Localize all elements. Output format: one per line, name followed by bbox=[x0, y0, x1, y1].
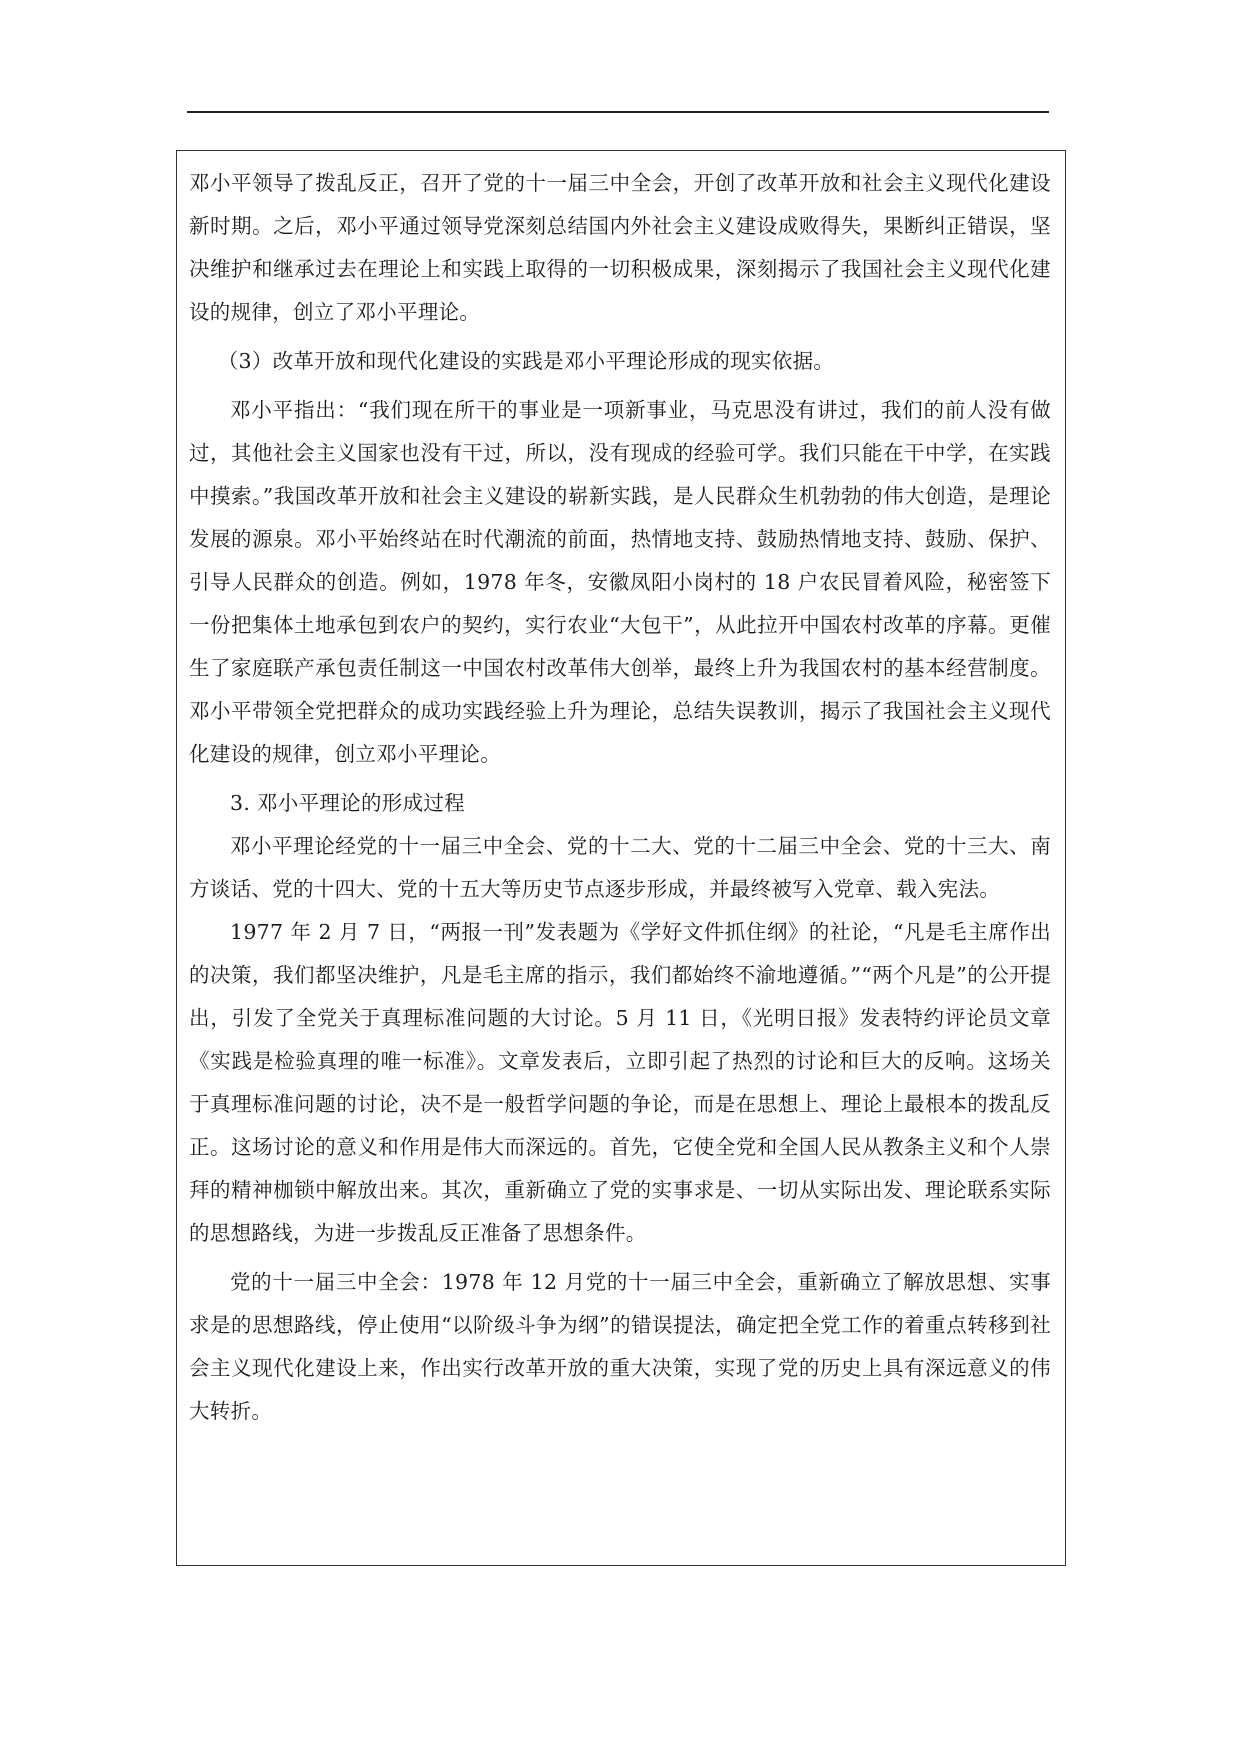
section-heading-formation-process: 3. 邓小平理论的形成过程 bbox=[230, 791, 465, 815]
paragraph-historical-milestones: 邓小平理论经党的十一届三中全会、党的十二大、党的十二届三中全会、党的十三大、南方谈话、党的十四大、党的十五大等历史节点逐步形成，并最终被写入党章、载入宪法。 bbox=[189, 834, 1051, 901]
content-table-cell bbox=[176, 150, 1066, 1566]
header-rule bbox=[187, 111, 1049, 113]
paragraph-deng-quote: 邓小平指出：“我们现在所干的事业是一项新事业，马克思没有讲过，我们的前人没有做过，其他社会主义国家也没有干过，所以，没有现成的经验可学。我们只能在干中学，在实践中摸索。”我国改革开放和社会主义建设的崭新实践，是人民群众生机勃勃的伟大创造，是理论发展的源泉。邓小平始终站在时代潮流的前面，热情地支持、鼓励热情地支持、鼓励、保护、引导人民群众的创造。例如，1978 年冬，安徽凤阳小岗村的 18 户农民冒着风险，秘密签下一份把集体土地承包到农户的契约，实行农业“大包干”，从此拉开中国农村改革的序幕。更催生了家庭联产承包责任制这一中国农村改革伟大创举，最终上升为我国农村的基本经营制度。邓小平带领全党把群众的成功实践经验上升为理论，总结失误教训，揭示了我国社会主义现代化建设的规律，创立邓小平理论。 bbox=[189, 398, 1051, 766]
paragraph-truth-criterion-debate: 1977 年 2 月 7 日，“两报一刊”发表题为《学好文件抓住纲》的社论，“凡是毛主席作出的决策，我们都坚决维护，凡是毛主席的指示，我们都始终不渝地遵循。”“两个凡是”的公开提出，引发了全党关于真理标准问题的大讨论。5 月 11 日，《光明日报》发表特约评论员文章《实践是检验真理的唯一标准》。文章发表后，立即引起了热烈的讨论和巨大的反响。这场关于真理标准问题的讨论，决不是一般哲学问题的争论，而是在思想上、理论上最根本的拨乱反正。这场讨论的意义和作用是伟大而深远的。首先，它使全党和全国人民从教条主义和个人崇拜的精神枷锁中解放出来。其次，重新确立了党的实事求是、一切从实际出发、理论联系实际的思想路线，为进一步拨乱反正准备了思想条件。 bbox=[189, 920, 1051, 1245]
subheading-practice-basis: （3）改革开放和现代化建设的实践是邓小平理论形成的现实依据。 bbox=[217, 349, 835, 373]
paragraph-reform-opening: 邓小平领导了拨乱反正，召开了党的十一届三中全会，开创了改革开放和社会主义现代化建设新时期。之后，邓小平通过领导党深刻总结国内外社会主义建设成败得失，果断纠正错误，坚决维护和继承过去在理论上和实践上取得的一切积极成果，深刻揭示了我国社会主义现代化建设的规律，创立了邓小平理论。 bbox=[189, 171, 1051, 324]
paragraph-third-plenary-session: 党的十一届三中全会：1978 年 12 月党的十一届三中全会，重新确立了解放思想、实事求是的思想路线，停止使用“以阶级斗争为纲”的错误提法，确定把全党工作的着重点转移到社会主义现代化建设上来，作出实行改革开放的重大决策，实现了党的历史上具有深远意义的伟大转折。 bbox=[189, 1270, 1051, 1423]
